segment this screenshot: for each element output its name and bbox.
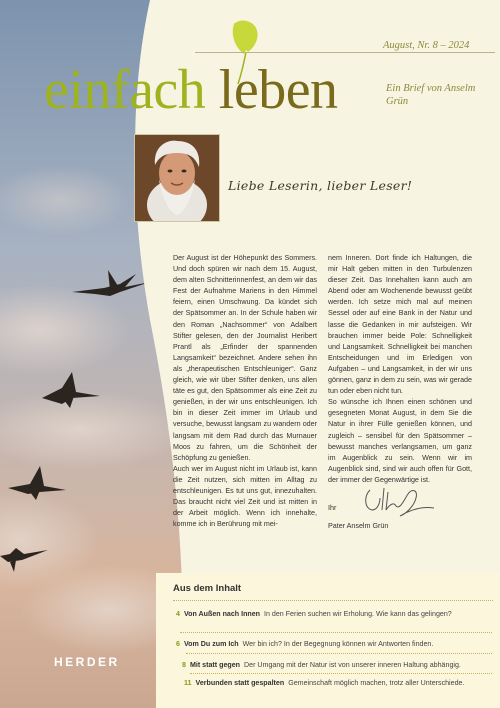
letter-paragraph: nem Inneren. Dort finde ich Haltungen, die mir Halt geben mitten in den Turbulenzen dieser Zeit. Das Innehalten kann auch am Abend oder am Wochenende bewusst geübt werden. Ich setze mich mal auf meinen Sessel oder auf eine Bank in der Natur und lasse die Gedanken in mir aufsteigen. Wir brauchen immer beide Pole: Schnelligkeit und Langsamkeit. Schnelligkeit bei manchen Entscheidungen und im Erledigen von Aufgaben – und Langsamkeit, in der wir uns gönnen, ganz in dem zu sein, was wir gerade tun oder eben nicht tun. — [328, 254, 472, 396]
author-name: Pater Anselm Grün — [328, 522, 389, 530]
author-photo — [134, 134, 220, 222]
contents-item[interactable] — [182, 661, 461, 669]
contents-item[interactable] — [176, 640, 433, 648]
letter-column-1 — [173, 253, 317, 530]
contents-heading: Von Außen nach Innen — [183, 610, 261, 618]
handwritten-signature — [360, 480, 450, 520]
letter-column-2 — [328, 253, 472, 486]
contents-page-number: 8 — [182, 661, 186, 669]
contents-divider — [190, 673, 492, 674]
contents-text: Wer bin ich? In der Begegnung können wir Antworten finden. — [242, 640, 434, 648]
closing-word: Ihr — [328, 504, 337, 512]
title-word-einfach: einfach — [44, 59, 206, 121]
contents-text: Gemeinschaft möglich machen, trotz aller Unterschiede. — [288, 679, 465, 687]
contents-page-number: 4 — [176, 610, 180, 618]
contents-divider — [180, 632, 492, 633]
contents-text: Der Umgang mit der Natur ist von unserer inneren Haltung abhängig. — [244, 661, 461, 669]
title-word-leben: leben — [218, 59, 338, 121]
contents-item[interactable] — [184, 679, 464, 687]
publisher-logo: HERDER — [54, 655, 120, 669]
contents-text: In den Ferien suchen wir Erholung. Wie kann das gelingen? — [264, 610, 452, 618]
letter-paragraph: Auch wer im August nicht im Urlaub ist, kann die Zeit nutzen, sich mitten im Alltag zu entschleunigen. Es tut uns gut, innezuhalten. Das braucht nicht viel Zeit und ist mitten in der Arbeit möglich. Wenn ich innehalte, komme ich in Berührung mit mei- — [173, 464, 317, 529]
masthead-subtitle: Ein Brief von Anselm Grün — [386, 83, 476, 107]
greeting: Liebe Leserin, lieber Leser! — [228, 178, 413, 193]
contents-divider — [186, 653, 492, 654]
contents-heading: Vom Du zum Ich — [183, 640, 239, 648]
contents-divider — [173, 600, 493, 601]
contents-page-number: 6 — [176, 640, 180, 648]
header-rule — [195, 52, 495, 53]
contents-box — [156, 573, 500, 708]
contents-page-number: 11 — [184, 679, 192, 687]
letter-paragraph: Der August ist der Höhepunkt des Sommers. Und doch spüren wir nach dem 15. August, dem alten Schnitterinnenfest, an dem wir das Fest der Aufnahme Mariens in den Himmel feiern, einen Umschwung. Da kündet sich der Spätsommer an. In der Schule haben wir den Roman „Nachsommer“ von Adalbert Stifter gelesen, den der Journalist Heribert Prantl als „Erfinder der spannenden Langsamkeit“ bezeichnet. Andere sehen ihn als „therapeutischen Entschleuniger“. Ganz gleich, wie wir über Stifter denken, uns allen täte es gut, den Spätsommer als eine Zeit zu genießen, in der wir uns entschleunigen. Ich bin in dieser Zeit immer im Urlaub und versuche, bewusst langsam zu wandern oder langsam mit dem Rad durch das Murnauer Moos zu fahren, um die Schönheit der Schöpfung zu genießen. — [173, 254, 317, 462]
contents-heading: Mit statt gegen — [189, 661, 241, 669]
contents-title: Aus dem Inhalt — [173, 583, 242, 594]
contents-item[interactable] — [176, 610, 452, 618]
contents-heading: Verbunden statt gespalten — [195, 679, 285, 687]
issue-label: August, Nr. 8 – 2024 — [383, 40, 470, 51]
letter-paragraph: So wünsche ich Ihnen einen schönen und gesegneten Monat August, in dem Sie die Natur in ihrer Fülle genießen können, und zugleich – sensibel für den Spätsommer – bewusst manches verlangsamen, um ganz im Augenblick zu sein. Wenn wir im Augenblick sind, sind wir auch offen für Gott, der immer der Gegenwärtige ist. — [328, 398, 472, 484]
masthead-title — [44, 59, 338, 121]
